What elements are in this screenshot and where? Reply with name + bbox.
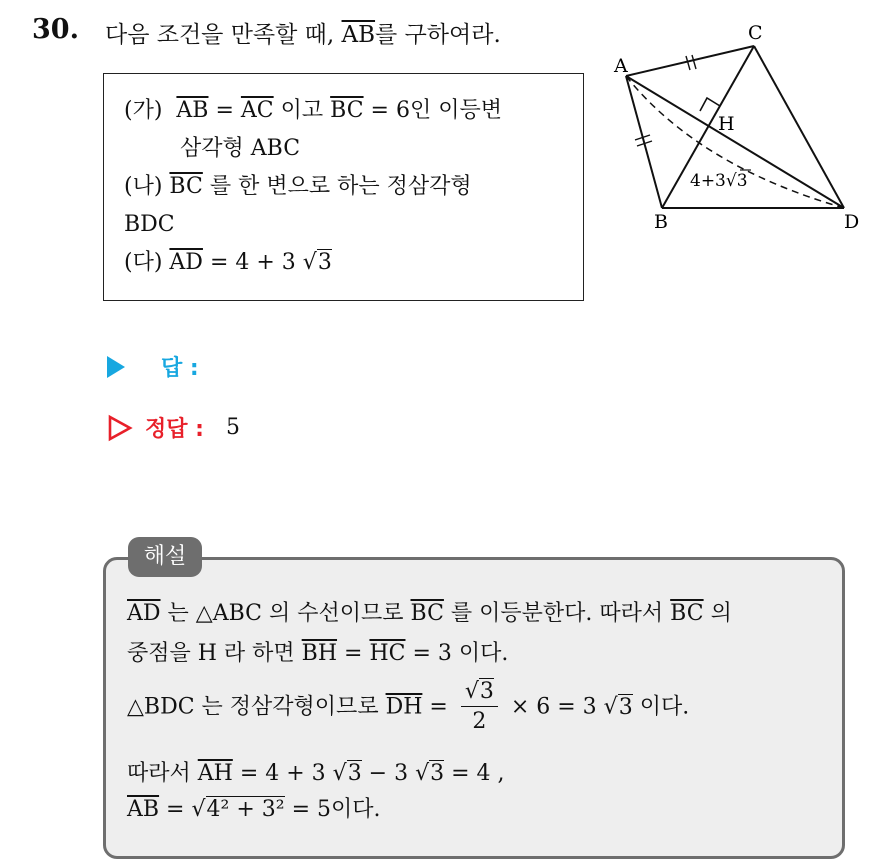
text: 를 이등분한다. 따라서 <box>443 601 671 626</box>
text: = 4 + 3 <box>202 250 303 275</box>
text: = 3 이다. <box>405 641 509 666</box>
right-angle-mark <box>700 98 720 111</box>
segment: $\overline{HC}$ <box>369 641 406 666</box>
segment: $\overline{AB}$ <box>127 797 160 822</box>
measure-text: 4+3 <box>690 171 726 191</box>
segment: $\overline{BC}$ <box>670 601 704 626</box>
segment: $\overline{AC}$ <box>240 98 274 123</box>
sqrt-radicand: 3 <box>347 761 362 786</box>
condition-1 <box>124 92 583 130</box>
tick-ac <box>686 56 690 70</box>
sqrt-radicand: 4² + 3² <box>206 797 285 822</box>
sqrt-radicand: 3 <box>618 694 633 720</box>
correct-answer-label: 정답 : <box>145 417 204 442</box>
triangle-ref: △ABC <box>195 601 262 626</box>
text: = 4 + 3 <box>232 761 333 786</box>
segment: $\overline{BC}$ <box>330 98 364 123</box>
text: 의 <box>703 601 732 626</box>
solution-line-4 <box>127 756 505 787</box>
label-d: D <box>844 211 860 233</box>
segment: $\overline{BC}$ <box>169 174 203 199</box>
text: 를 한 변으로 하는 정삼각형 <box>202 174 472 199</box>
tick-ac <box>692 55 696 69</box>
edge-cd <box>754 46 844 208</box>
conditions-box <box>103 73 584 301</box>
question-text <box>105 16 501 49</box>
triangle-ref: △BDC <box>127 694 195 720</box>
geometry-figure <box>608 14 868 234</box>
outline-triangle-icon <box>107 414 133 442</box>
solution-line-1 <box>127 596 732 627</box>
segment: $\overline{AD}$ <box>127 601 161 626</box>
sqrt-sign: √ <box>191 797 206 822</box>
text: 따라서 <box>127 761 198 786</box>
answer-row <box>107 351 199 382</box>
measure-label <box>690 171 748 191</box>
text: × 6 = 3 <box>503 694 604 720</box>
text: 는 정삼각형이므로 <box>194 694 386 720</box>
sqrt-radicand: 3 <box>430 761 445 786</box>
play-triangle-icon <box>107 356 125 378</box>
solution-line-5 <box>127 792 381 823</box>
text: 는 <box>160 601 196 626</box>
condition-label: (나) <box>124 174 163 199</box>
text: = <box>159 797 192 822</box>
text: 중점을 H 라 하면 <box>127 641 302 666</box>
segment: $\overline{AB}$ <box>176 98 209 123</box>
condition-2-line2: BDC <box>124 212 175 237</box>
sqrt-sign: √ <box>464 679 479 704</box>
text: = 6인 이등변 <box>363 98 502 123</box>
segment-ab: $\overline{AB}$ <box>341 22 376 48</box>
condition-1-line2: 삼각형 ABC <box>180 136 301 161</box>
text: = 4 , <box>444 761 505 786</box>
label-h: H <box>718 113 735 135</box>
sqrt-sign: √ <box>302 250 317 275</box>
segment: $\overline{AD}$ <box>169 250 203 275</box>
solution-tag: 해설 <box>128 537 202 577</box>
solution-line-3 <box>127 678 689 737</box>
segment: $\overline{BC}$ <box>410 601 444 626</box>
solution-line-2 <box>127 636 508 667</box>
text: 이다. <box>632 694 690 720</box>
text: 이고 <box>273 98 331 123</box>
answer-label: 답 : <box>161 356 199 381</box>
equals: = <box>208 98 241 123</box>
segment: $\overline{DH}$ <box>385 694 423 720</box>
condition-label: (가) <box>124 98 163 123</box>
label-a: A <box>614 55 628 77</box>
sqrt-sign: √ <box>415 761 430 786</box>
fraction <box>461 678 498 737</box>
label-c: C <box>748 22 763 44</box>
measure-sqrt-sign: √ <box>725 171 737 191</box>
question-text-after: 를 구하여라. <box>375 22 501 48</box>
segment: $\overline{BH}$ <box>301 641 338 666</box>
text: = 5이다. <box>284 797 381 822</box>
text: − 3 <box>361 761 416 786</box>
sqrt-sign: √ <box>332 761 347 786</box>
label-b: B <box>654 211 668 233</box>
condition-2 <box>124 168 583 206</box>
question-text-before: 다음 조건을 만족할 때, <box>105 22 342 48</box>
segment: $\overline{AH}$ <box>197 761 233 786</box>
sqrt-radicand: 3 <box>317 250 332 275</box>
fraction-numerator <box>461 678 498 707</box>
correct-answer-value: 5 <box>225 415 240 440</box>
condition-3 <box>124 244 583 282</box>
fraction-denominator: 2 <box>472 709 487 734</box>
measure-radicand: 3 <box>736 171 748 191</box>
sqrt-sign: √ <box>603 694 618 720</box>
sqrt-radicand: 3 <box>479 679 494 704</box>
condition-label: (다) <box>124 250 163 275</box>
equals: = <box>337 641 370 666</box>
text: 의 수선이므로 <box>262 601 411 626</box>
equals: = <box>422 694 455 720</box>
question-number: 30. <box>32 14 79 45</box>
edge-ac <box>626 46 754 76</box>
correct-answer-row <box>107 412 240 443</box>
